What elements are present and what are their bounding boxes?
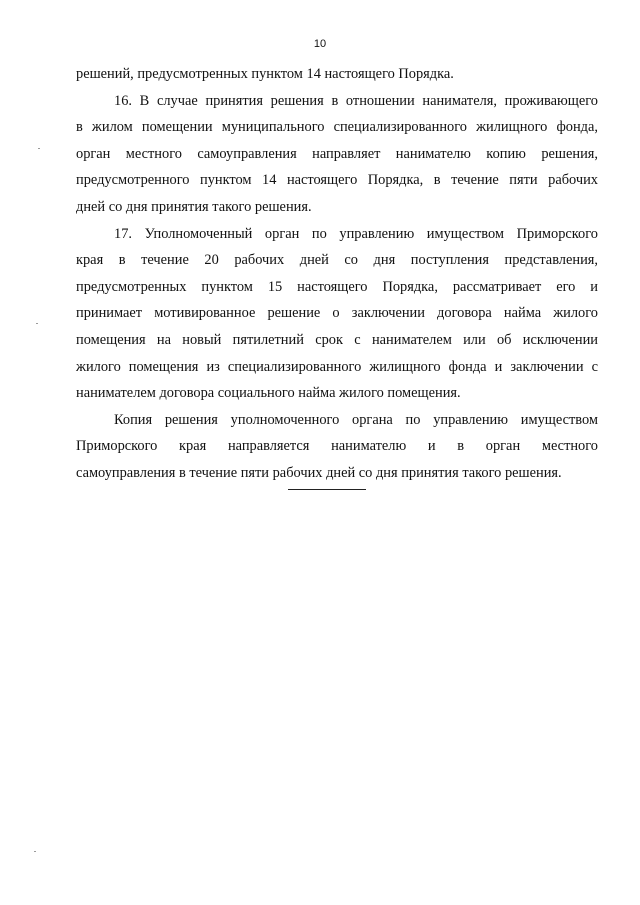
- text-line: помещения на новый пятилетний срок с нанимателем или об исключении: [76, 331, 598, 348]
- document-body: [76, 61, 598, 487]
- end-divider: [288, 489, 366, 490]
- text-line: 16. В случае принятия решения в отношении нанимателя, проживающего: [114, 92, 598, 109]
- text-line: дней со дня принятия такого решения.: [76, 198, 312, 215]
- paragraph-copy-decision: [76, 407, 598, 487]
- scan-mark: [34, 851, 36, 852]
- paragraph-item-16: [76, 88, 598, 221]
- text-line: 17. Уполномоченный орган по управлению имуществом Приморского: [114, 225, 598, 242]
- text-line: жилого помещения из специализированного жилищного фонда и заключении с: [76, 358, 598, 375]
- text-line: края в течение 20 рабочих дней со дня поступления представления,: [76, 252, 598, 269]
- text-line: предусмотренных пунктом 15 настоящего Порядка, рассматривает его и: [76, 278, 598, 295]
- text-line: Приморского края направляется нанимателю и в орган местного: [76, 438, 598, 455]
- text-line: в жилом помещении муниципального специализированного жилищного фонда,: [76, 119, 598, 136]
- page-number: 10: [313, 38, 327, 50]
- text-line: принимает мотивированное решение о заключении договора найма жилого: [76, 305, 598, 322]
- scan-mark: [38, 148, 40, 149]
- text-line: самоуправления в течение пяти рабочих дней со дня принятия такого решения.: [76, 464, 562, 481]
- text-line: нанимателем договора социального найма жилого помещения.: [76, 385, 461, 402]
- scan-mark: [36, 323, 38, 324]
- text-line: орган местного самоуправления направляет нанимателю копию решения,: [76, 145, 598, 162]
- paragraph-item-17: [76, 221, 598, 407]
- paragraph-continuation: [76, 61, 598, 88]
- text-line: предусмотренного пунктом 14 настоящего Порядка, в течение пяти рабочих: [76, 172, 598, 189]
- text-line: Копия решения уполномоченного органа по управлению имуществом: [114, 411, 598, 428]
- text-line: решений, предусмотренных пунктом 14 настоящего Порядка.: [76, 66, 454, 82]
